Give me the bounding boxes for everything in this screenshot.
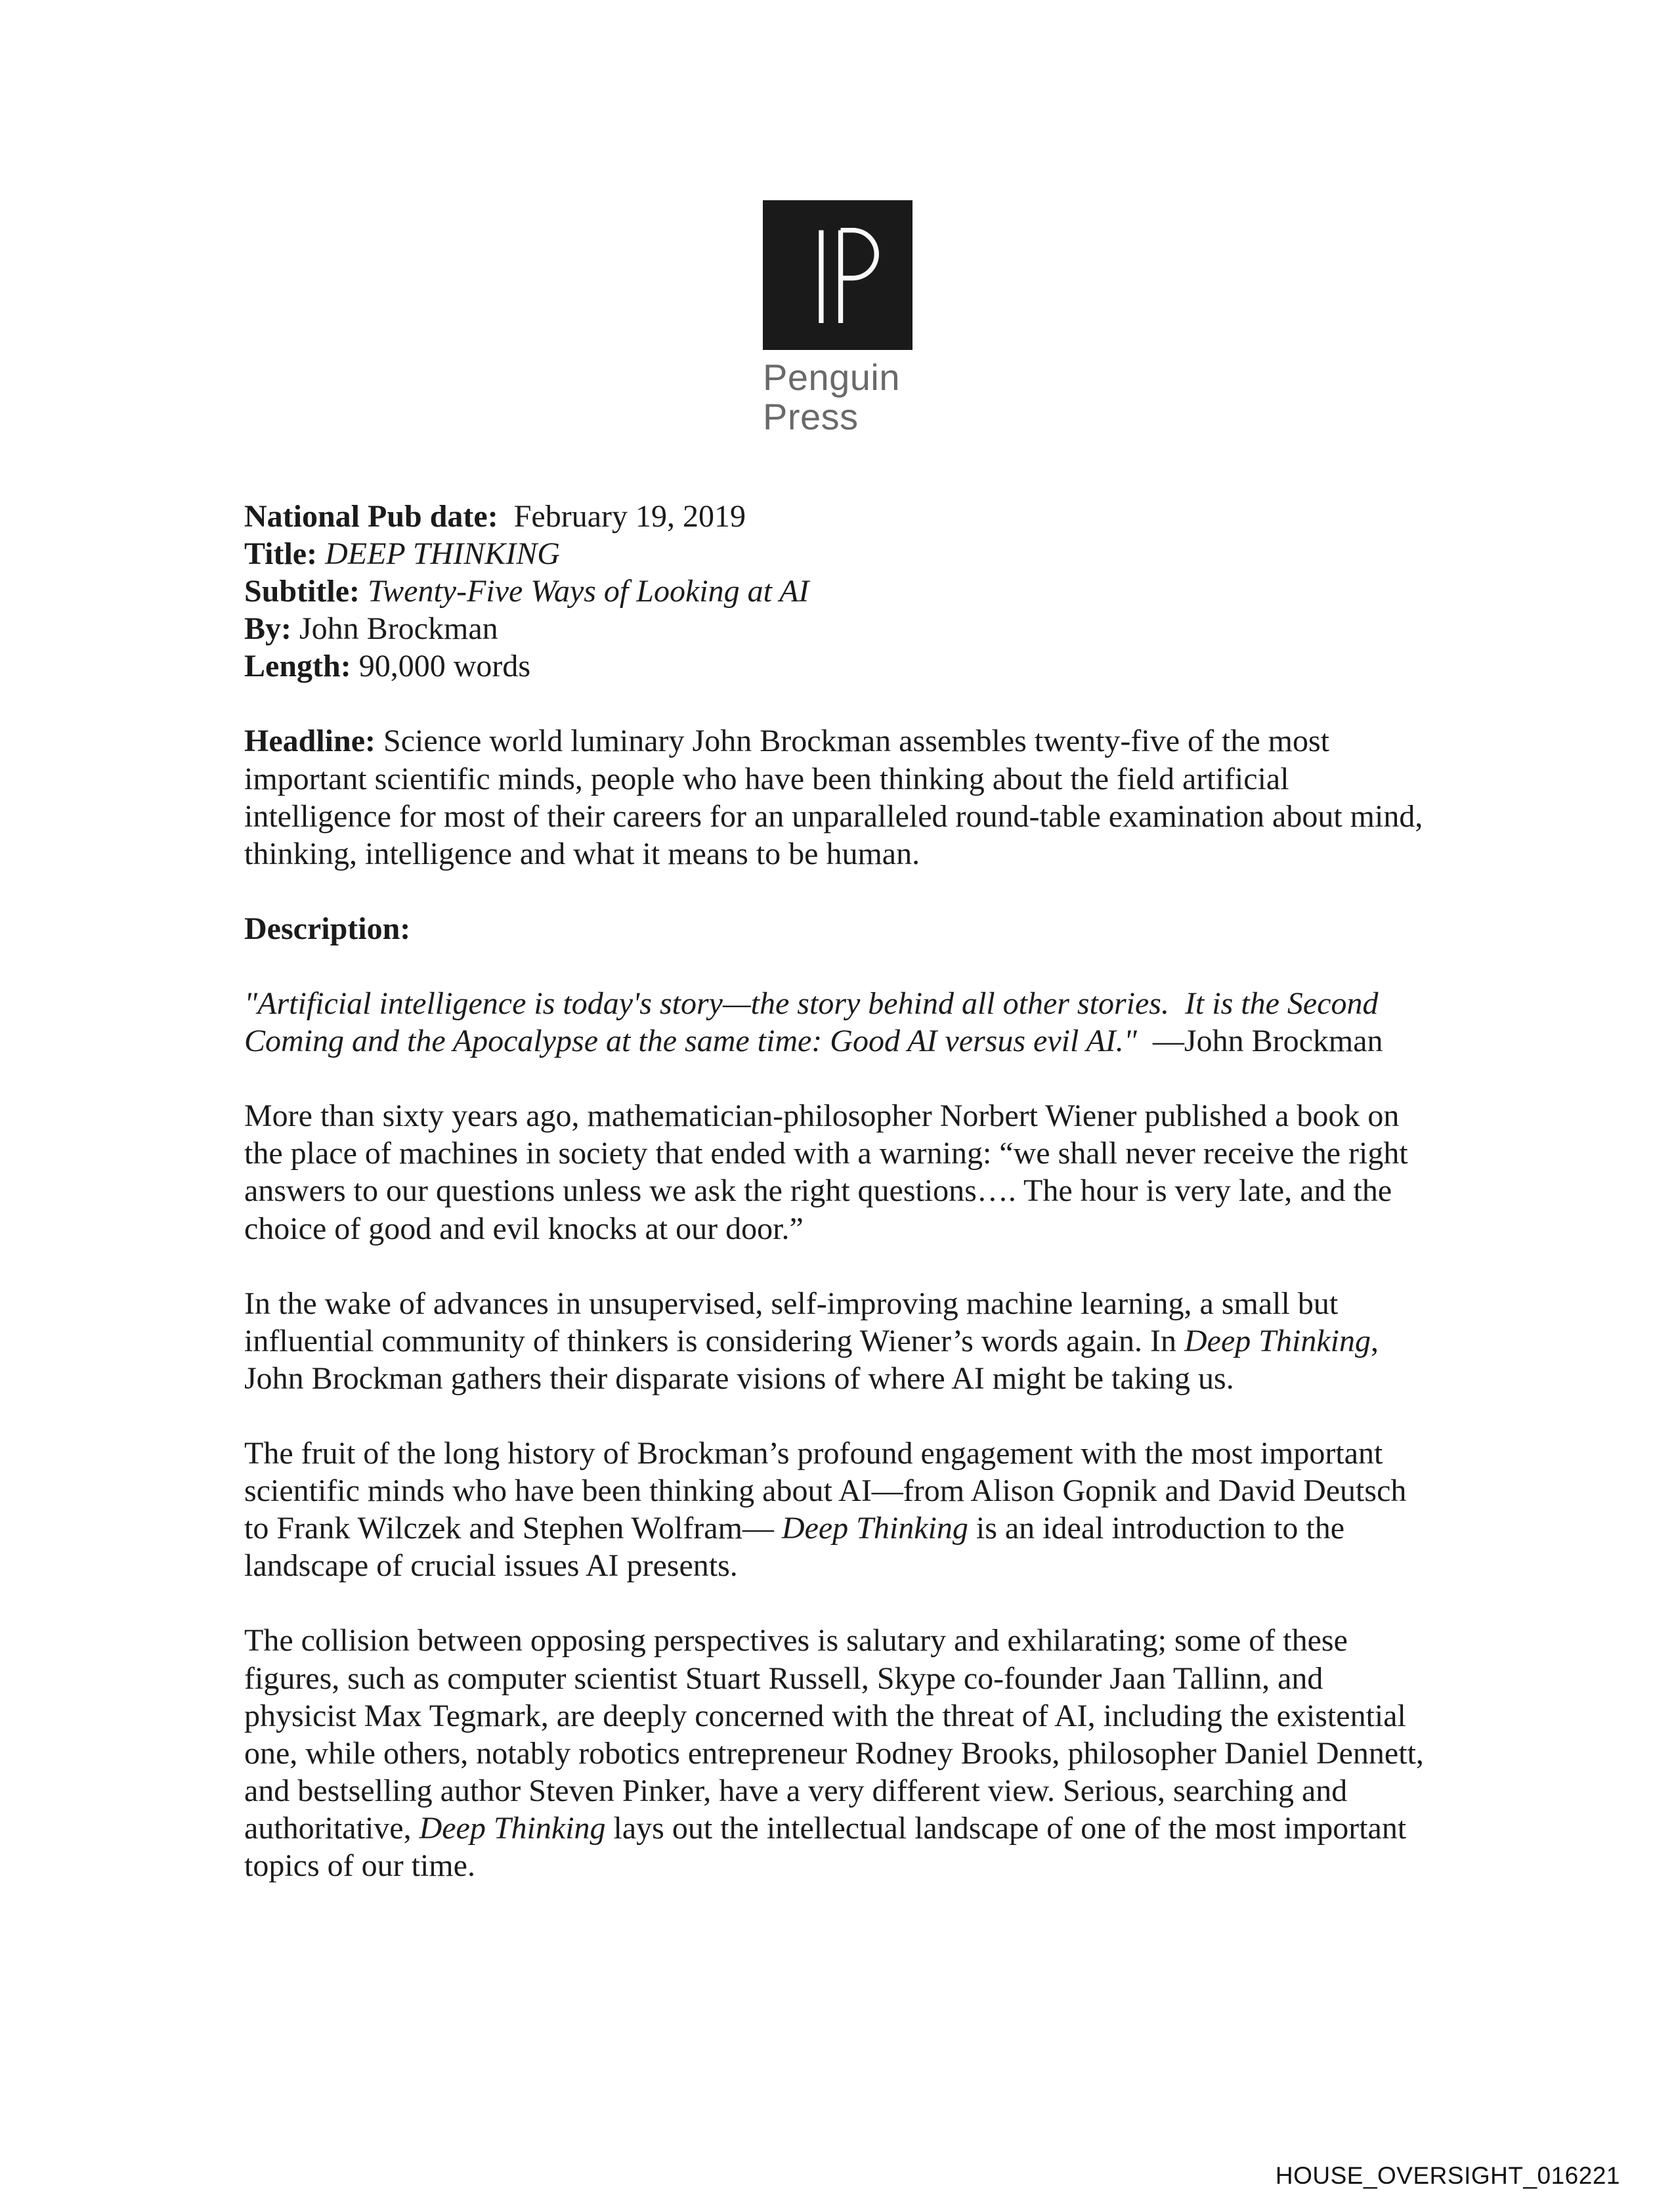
brockman-engagement-paragraph: The fruit of the long history of Brockman’s profound engagement with the most important scientific minds who have been thinking about AI—from Alison Gopnik and David Deutsch to Frank Wilczek and Stephen Wolfram— Deep Thinking is an ideal introduction to the landscape of crucial issues AI presents. xyxy=(244,1436,1415,1584)
logo-brand-line2: Press xyxy=(763,396,859,438)
description-heading: Description: xyxy=(244,911,411,946)
collision-paragraph: The collision between opposing perspectives is salutary and exhilarating; some of these figures, such as computer scientist Stuart Russell, Skype co-founder Jaan Tallinn, and physicist Max Tegmark, are deeply concerned with the threat of AI, including the existential one, while others, notably robotics entrepreneur Rodney Brooks, philosopher Daniel Dennett, and bestselling author Steven Pinker, have a very different view. Serious, searching and authoritative, Deep Thinking lays out the intellectual landscape of one of the most important topics of our time. xyxy=(244,1623,1432,1884)
wiener-paragraph: More than sixty years ago, mathematician-philosopher Norbert Wiener published a book on the place of machines in society that ended with a warning: “we shall never receive the right answers to our questions unless we ask the right questions…. The hour is very late, and the choice of good and evil knocks at our door.” xyxy=(244,1098,1416,1246)
meta-title: Title: DEEP THINKING xyxy=(244,536,560,572)
title-meta-block xyxy=(244,498,1431,685)
meta-length: Length: 90,000 words xyxy=(244,649,531,684)
headline-paragraph: Headline: Science world luminary John Brockman assembles twenty-five of the most important scientific minds, people who have been thinking about the field artificial intelligence for most of their careers for an unparalleled round-table examination about mind, thinking, intelligence and what it means to be human. xyxy=(244,724,1431,871)
logo-brand-line1: Penguin xyxy=(763,357,901,398)
penguin-press-logo-icon xyxy=(763,200,912,350)
pull-quote-paragraph: "Artificial intelligence is today's story—the story behind all other stories. It is the Second Coming and the Apocalypse at the same time: Good AI versus evil AI." —John Brockman xyxy=(244,986,1386,1059)
pp-monogram-icon xyxy=(763,200,912,350)
meta-author: By: John Brockman xyxy=(244,611,498,647)
meta-subtitle: Subtitle: Twenty-Five Ways of Looking at AI xyxy=(244,574,809,609)
deep-thinking-intro-paragraph: In the wake of advances in unsupervised, self-improving machine learning, a small but influential community of thinkers is considering Wiener’s words again. In Deep Thinking, John Brockman gathers their disparate visions of where AI might be taking us. xyxy=(244,1286,1386,1396)
meta-pub-date: National Pub date: February 19, 2019 xyxy=(244,498,746,534)
logo-wordmark xyxy=(763,358,912,437)
bates-stamp: HOUSE_OVERSIGHT_016221 xyxy=(1275,2162,1620,2189)
penguin-press-logo-block xyxy=(763,0,912,437)
